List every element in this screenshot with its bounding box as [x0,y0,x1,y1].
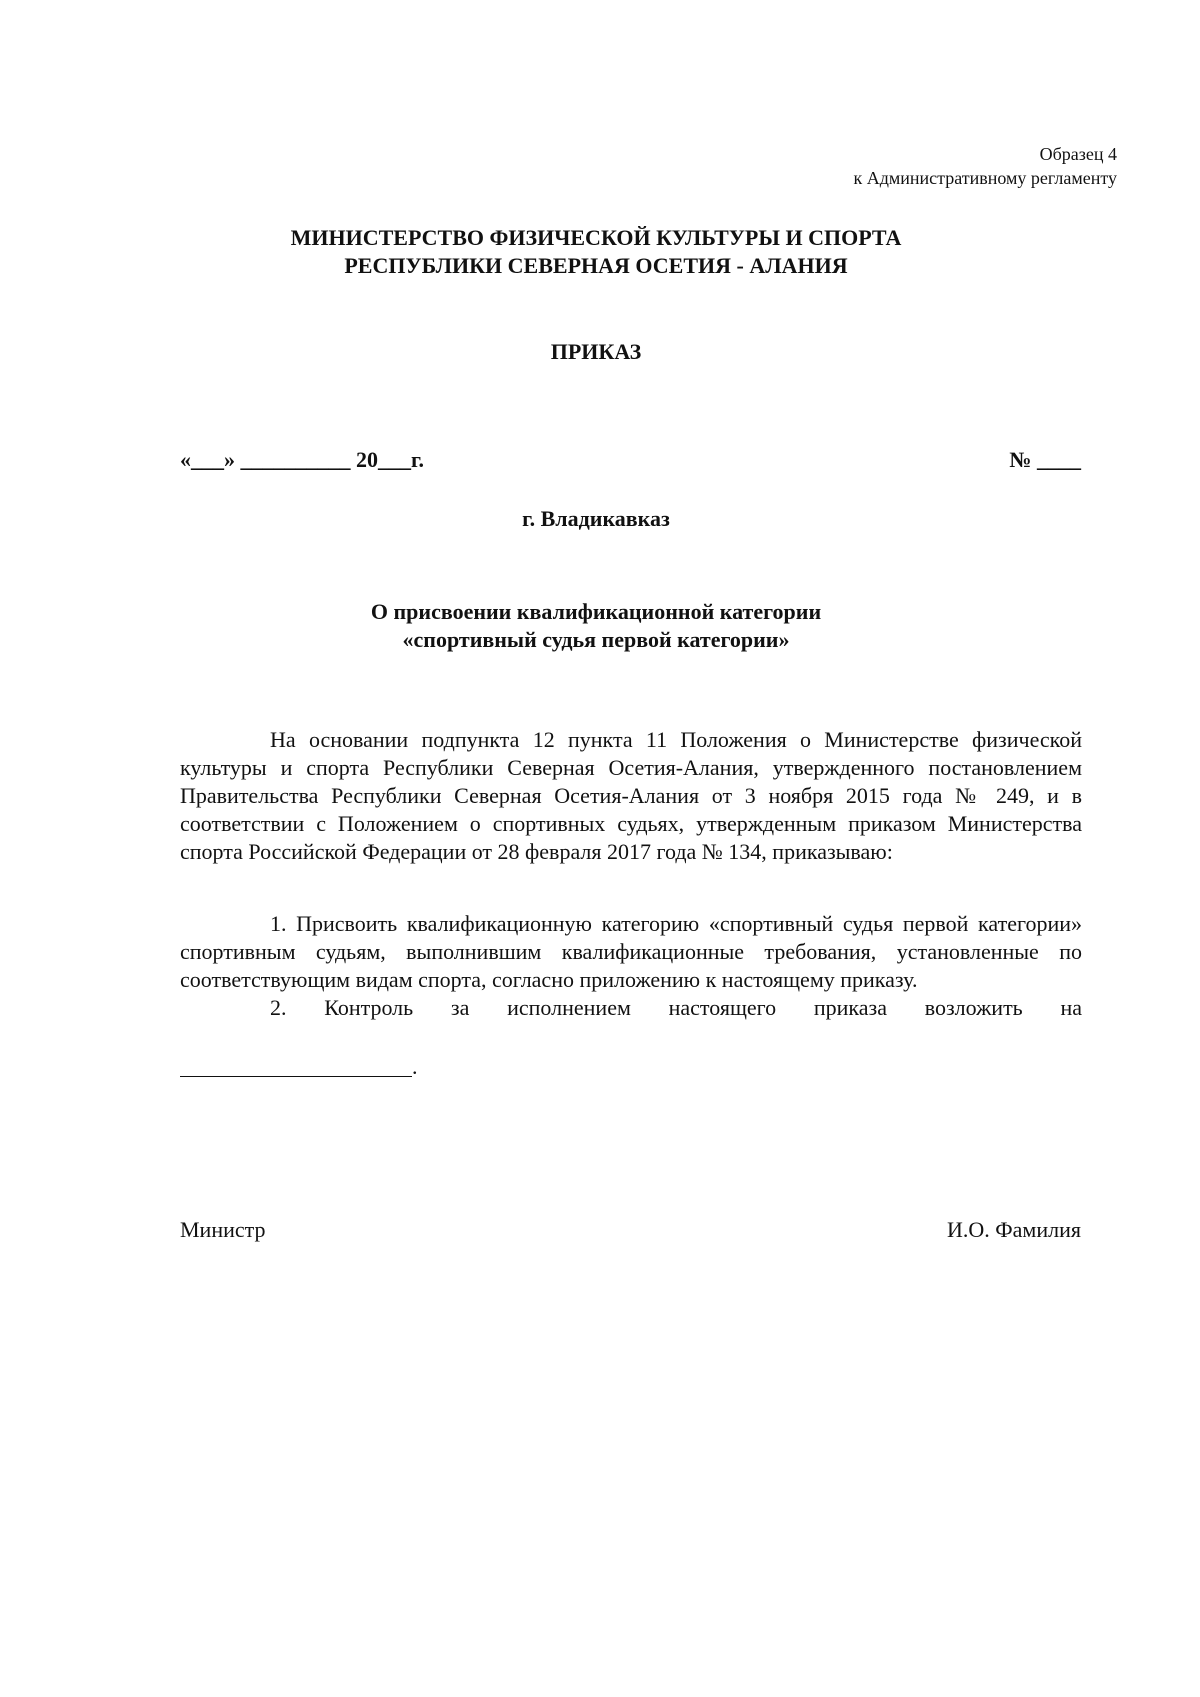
signature-block [180,1216,1081,1244]
sample-label: Образец 4 [1039,144,1117,164]
signatory-name: И.О. Фамилия [947,1217,1081,1242]
sample-reference [853,142,1117,190]
order-number-field: № ____ [1009,447,1081,472]
subject-line-2: «спортивный судья первой категории» [402,627,790,652]
date-number-row [180,446,1081,474]
item-2-end-period: . [412,1054,418,1079]
preamble-text: На основании подпункта 12 пункта 11 Положения о Министерстве физической культуры и спорта Республики Северная Осетия-Алания, утвержденного постановлением Правительства Республики Северная Осетия-Алания от 3 ноября 2015 года № 249, и в соответствии с Положением о спортивных судьях, утвержденным приказом Министерства спорта Российской Федерации от 28 февраля 2017 года № 134, приказываю: [180,727,1082,864]
regulation-reference: к Административному регламенту [853,168,1117,188]
ministry-line-1: МИНИСТЕРСТВО ФИЗИЧЕСКОЙ КУЛЬТУРЫ И СПОРТА [290,225,902,250]
order-items [180,910,1082,1022]
ministry-heading [0,224,1200,280]
city: г. Владикавказ [522,506,670,531]
order-title: ПРИКАЗ [550,339,642,364]
subject-line-1: О присвоении квалификационной категории [370,599,822,624]
order-date-field: «___» __________ 20___г. [180,447,425,472]
preamble [180,726,1082,866]
signatory-position: Министр [180,1217,266,1242]
order-item-2: 2. Контроль за исполнением настоящего приказа возложить на [270,995,1082,1020]
order-subject [0,598,1200,654]
ministry-line-2: РЕСПУБЛИКИ СЕВЕРНАЯ ОСЕТИЯ - АЛАНИЯ [344,253,848,278]
responsible-person-blank [180,1054,412,1077]
order-item-1: 1. Присвоить квалификационную категорию «спортивный судья первой категории» спортивным судьям, выполнившим квалификационные требования, установленные по соответствующим видам спорта, согласно приложению к настоящему приказу. [180,911,1082,992]
